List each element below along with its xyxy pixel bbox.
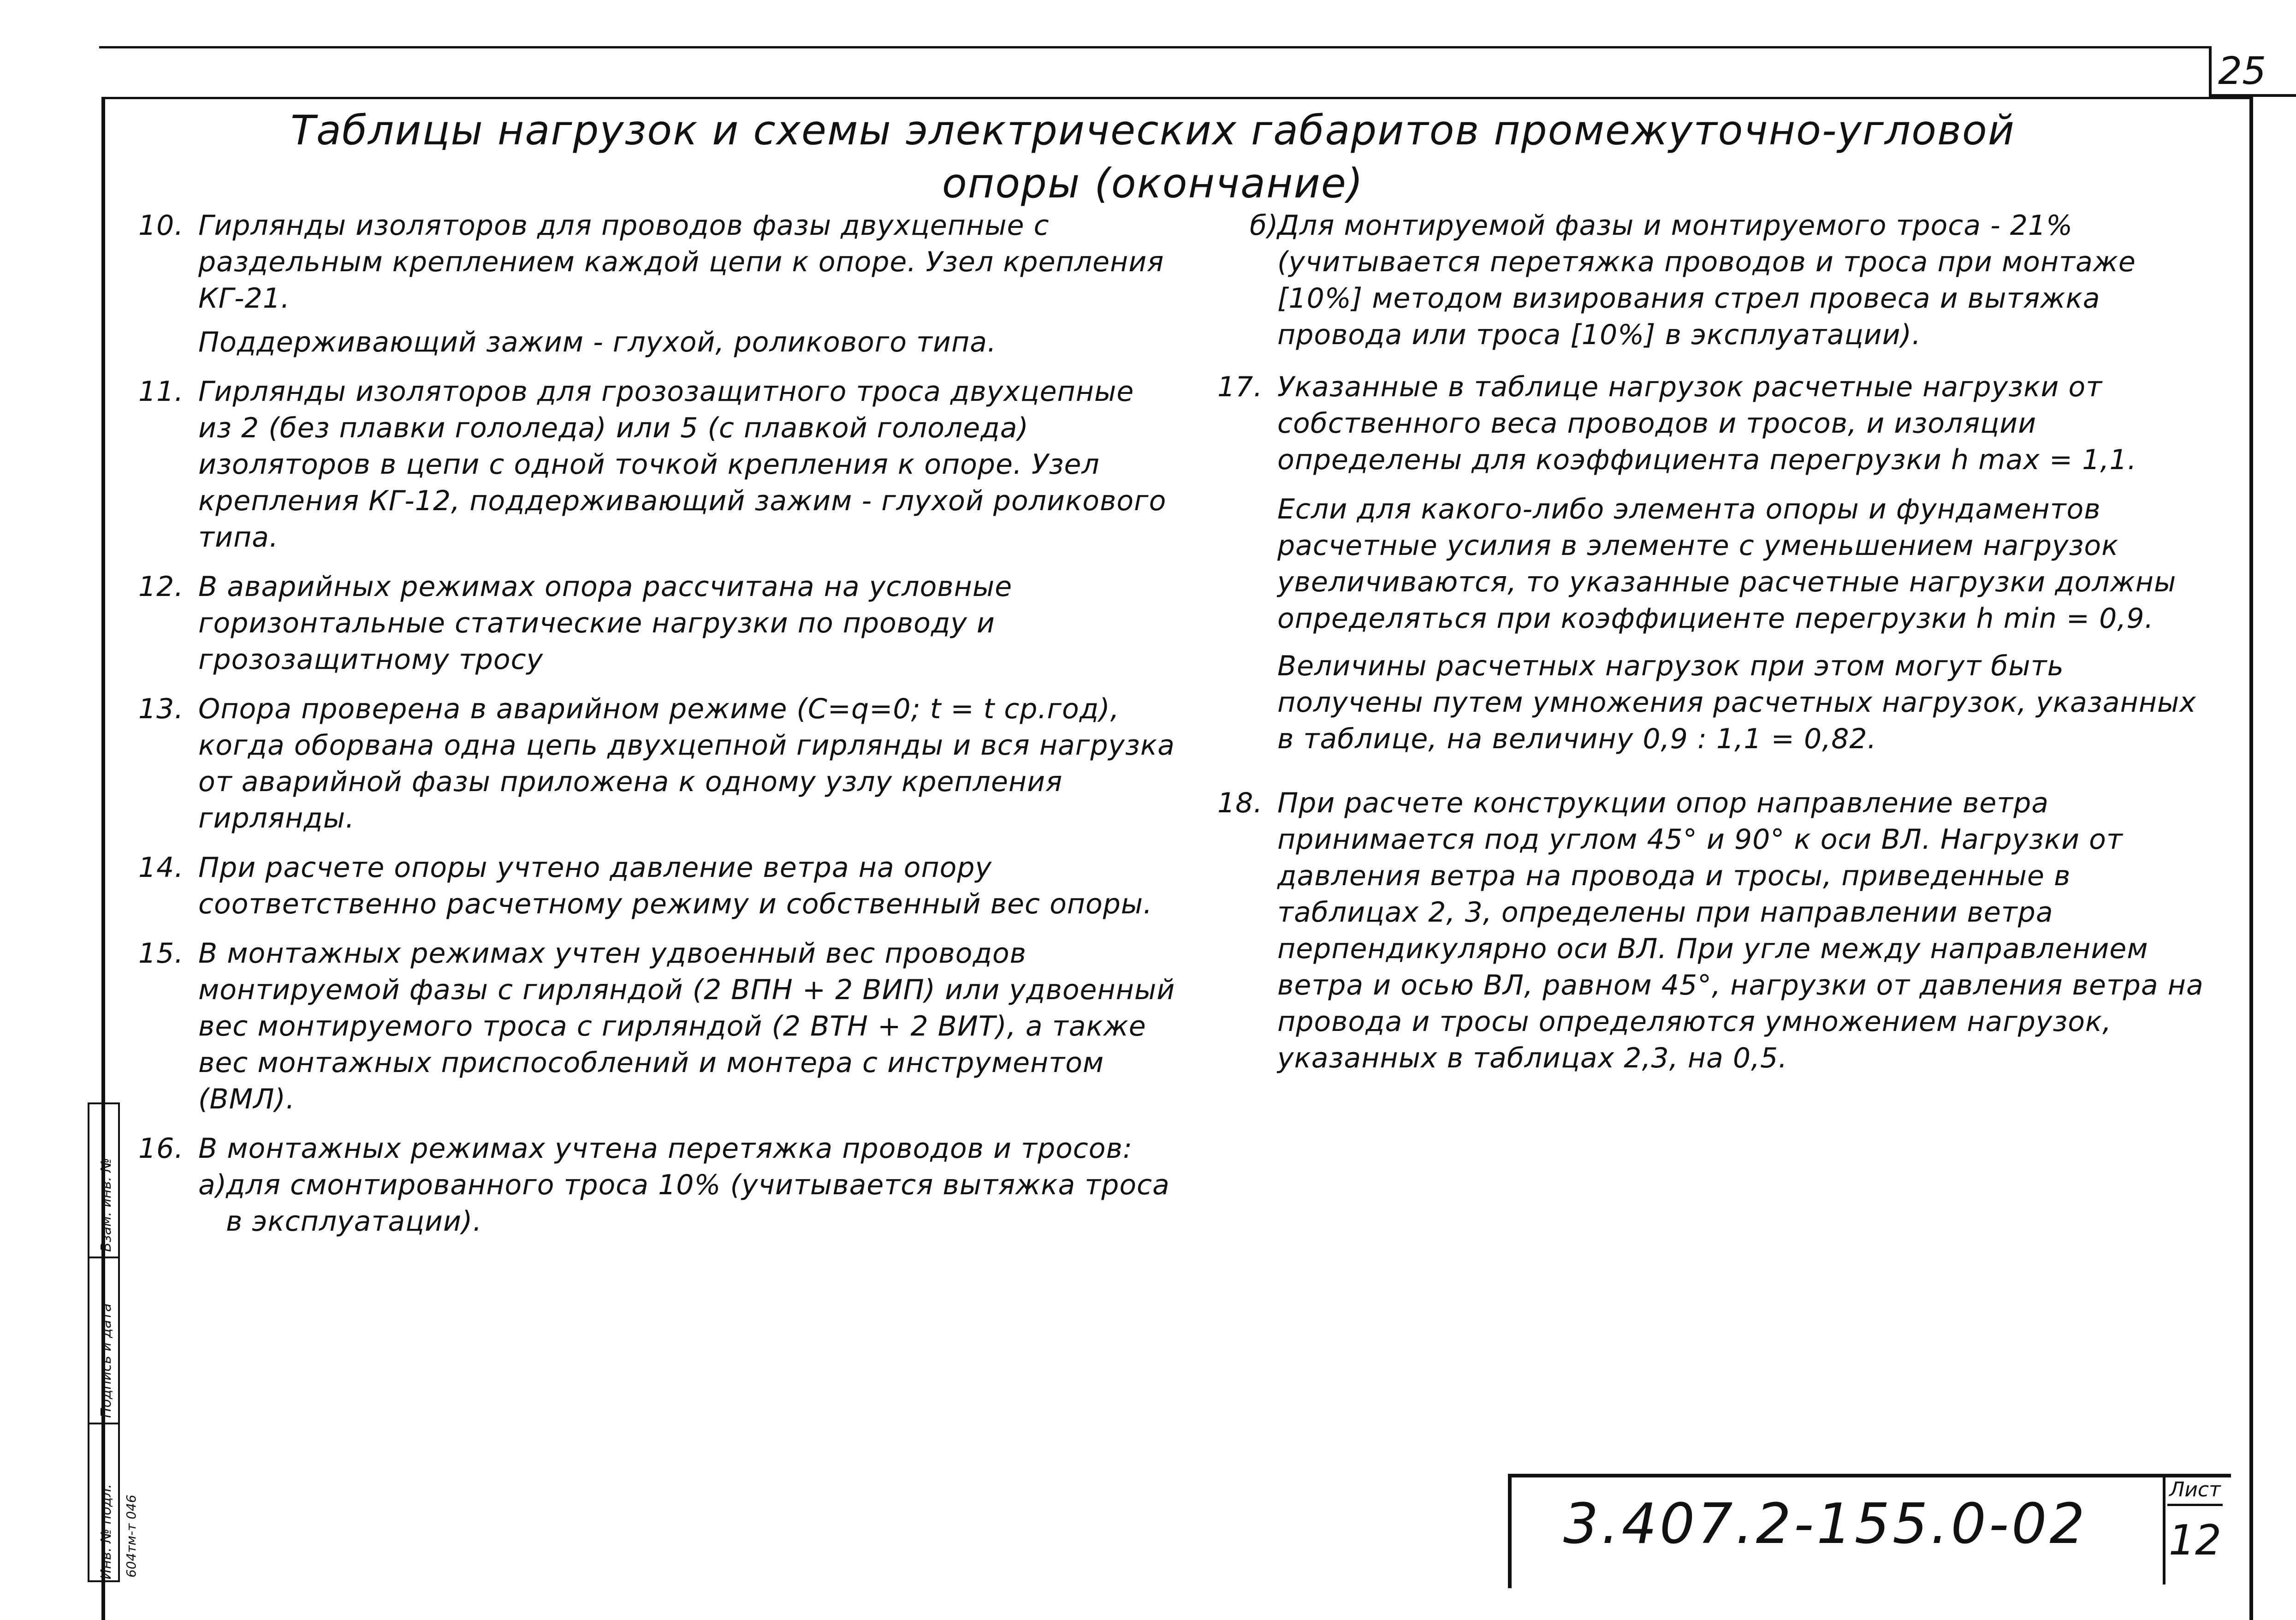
note-paragraph: Величины расчетных нагрузок при этом могут быть получены путем умножения расчетных нагрузок, указанных в таблице, на величину 0,9 : 1,1 = 0,82.: [1277, 650, 2196, 755]
note-item: [138, 374, 1176, 556]
document-code: 3.407.2-155.0-02: [1563, 1492, 2088, 1556]
page-number: 25: [2209, 46, 2296, 97]
note-text: Указанные в таблице нагрузок расчетные нагрузки от собственного веса проводов и тросов, и изоляции определены для коэффициента перегрузки h max = 1,1.: [1277, 371, 2137, 476]
subitem-text: Для монтируемой фазы и монтируемого троса - 21% (учитывается перетяжка проводов и троса при монтаже [10%] методом визирования стрел провеса и вытяжка провода или троса [10%] в эксплуатации).: [1277, 209, 2136, 351]
note-text: Гирлянды изоляторов для проводов фазы двухцепные с раздельным креплением каждой цепи к опоре. Узел крепления КГ-21.: [198, 209, 1164, 315]
note-item: [138, 1131, 1176, 1240]
note-number: 17.: [1217, 371, 1263, 403]
note-number: 14.: [138, 852, 184, 884]
note-item: [138, 569, 1176, 678]
title-line-2: опоры (окончание): [942, 160, 1364, 207]
side-stamp-original-label: Инв. № подл.: [98, 1484, 114, 1579]
note-text: В монтажных режимах учтен удвоенный вес проводов монтируемой фазы с гирляндой (2 ВПН + 2 ВИП) или удвоенный вес монтируемого троса с гирляндой (2 ВТН + 2 ВИТ), а также вес монтажных приспособлений и монтера с инструментом (ВМЛ).: [198, 937, 1175, 1115]
note-item: [138, 935, 1176, 1118]
note-text: Гирлянды изоляторов для грозозащитного троса двухцепные из 2 (без плавки гололеда) или 5 (с плавкой гололеда) изоляторов в цепи с одной точкой крепления к опоре. Узел крепления КГ-12, поддерживающий зажим - глухой роликового типа.: [198, 375, 1167, 554]
page-title: [138, 104, 2167, 210]
subitem-mark: б): [1250, 209, 1279, 242]
subitem-mark: а): [198, 1169, 227, 1201]
note-subitem-b: [1217, 208, 2209, 353]
side-stamp-replace-label: Взам. инв. №: [98, 1158, 114, 1252]
note-text: При расчете опоры учтено давление ветра на опору соответственно расчетному режиму и собственный вес опоры.: [198, 852, 1153, 920]
note-number: 11.: [138, 375, 184, 408]
top-rule: [99, 46, 2211, 48]
note-number: 18.: [1217, 787, 1263, 819]
note-text: При расчете конструкции опор направление ветра принимается под углом 45° и 90° к оси ВЛ. Нагрузки от давления ветра на провода и тросы, приведенные в таблицах 2, 3, определены при направлении ветра перпендикулярно оси ВЛ. При угле между направлением ветра и осью ВЛ, равном 45°, нагрузки от давления ветра на провода и тросы определяются умножением нагрузок, указанных в таблицах 2,3, на 0,5.: [1277, 787, 2204, 1074]
note-text: Опора проверена в аварийном режиме (C=q=0; t = t ср.год), когда оборвана одна цепь двухцепной гирлянды и вся нагрузка от аварийной фазы приложена к одному узлу крепления гирлянды.: [198, 693, 1175, 834]
side-stamp-signature-label: Подпись и дата: [98, 1303, 114, 1418]
side-stamp: [88, 1102, 120, 1582]
note-item: [138, 691, 1176, 837]
note-item: [1217, 785, 2209, 1077]
note-number: 10.: [138, 209, 184, 242]
note-number: 15.: [138, 937, 184, 970]
note-number: 13.: [138, 693, 184, 725]
note-number: 12.: [138, 571, 184, 603]
note-text-extra: Поддерживающий зажим - глухой, роликового типа.: [198, 326, 997, 358]
side-stamp-value: 604тм-т 046: [124, 1495, 139, 1578]
note-item: [1217, 369, 2209, 478]
note-paragraph: Если для какого-либо элемента опоры и фундаментов расчетные усилия в элементе с уменьшением нагрузок увеличиваются, то указанные расчетные нагрузки должны определяться при коэффициенте перегрузки h min = 0,9.: [1277, 493, 2177, 635]
title-line-1: Таблицы нагрузок и схемы электрических габаритов промежуточно-угловой: [291, 107, 2015, 154]
note-subitem-a: [198, 1167, 1176, 1240]
note-text: В монтажных режимах учтена перетяжка проводов и тросов:: [198, 1132, 1133, 1165]
sheet-label: Лист: [2167, 1476, 2223, 1506]
note-item: [138, 850, 1176, 923]
sheet-number: 12: [2168, 1516, 2222, 1565]
left-column: [138, 208, 1176, 1253]
right-column: [1217, 208, 2209, 1090]
subitem-text: для смонтированного троса 10% (учитывается вытяжка троса в эксплуатации).: [226, 1169, 1170, 1238]
note-text: В аварийных режимах опора рассчитана на условные горизонтальные статические нагрузки по проводу и грозозащитному тросу: [198, 571, 1013, 676]
note-item: [138, 208, 1176, 361]
note-number: 16.: [138, 1132, 184, 1165]
